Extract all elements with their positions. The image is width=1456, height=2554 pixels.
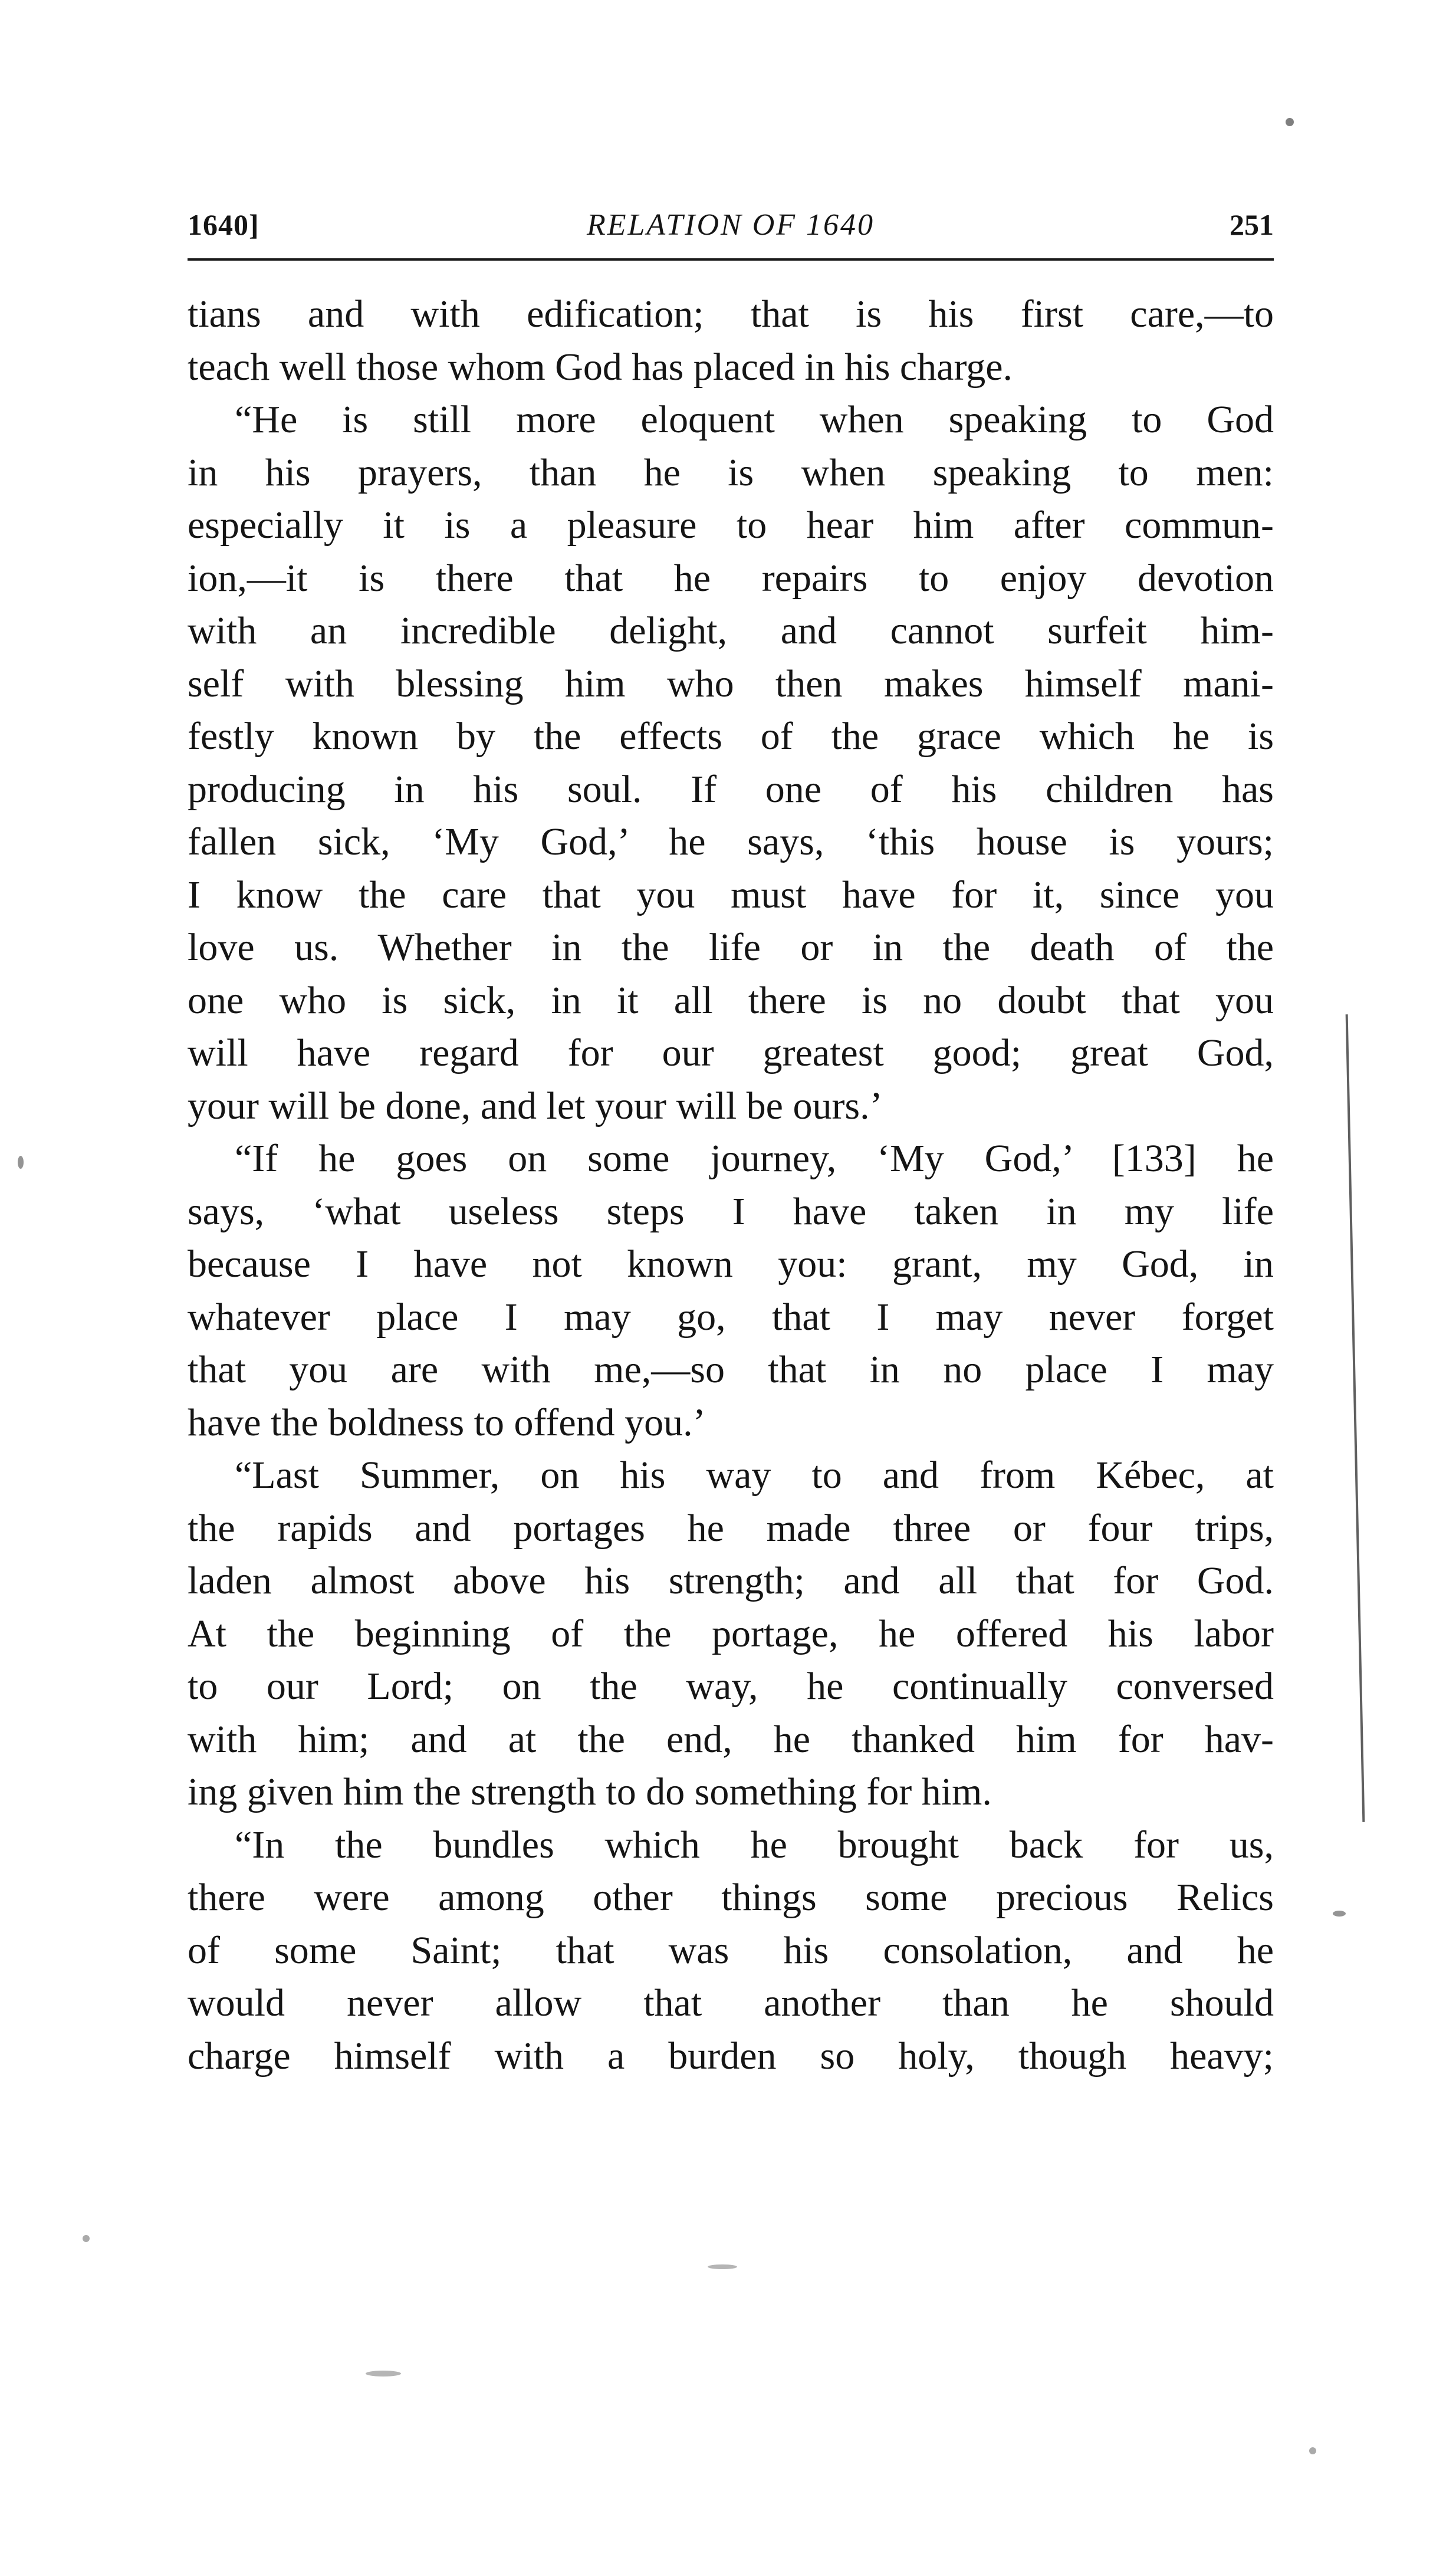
text-line: ion,—it is there that he repairs to enjoy devotion: [188, 556, 1274, 600]
text-line: especially it is a pleasure to hear him after commun-: [188, 504, 1274, 547]
text-line: in his prayers, than he is when speaking to men:: [188, 451, 1274, 494]
text-line: festly known by the effects of the grace which he is: [188, 715, 1274, 758]
text-line: there were among other things some precious Relics: [188, 1876, 1274, 1919]
text-line: tians and with edification; that is his first care,—to: [188, 292, 1274, 336]
text-line: would never allow that another than he should: [188, 1981, 1274, 2024]
scan-margin-line: [1346, 1014, 1365, 1822]
text-line: one who is sick, in it all there is no doubt that you: [188, 978, 1274, 1022]
text-line: that you are with me,—so that in no place I may: [188, 1348, 1274, 1391]
text-line: fallen sick, ‘My God,’ he says, ‘this house is yours;: [188, 820, 1274, 863]
page-number: 251: [1230, 208, 1274, 241]
text-line: “If he goes on some journey, ‘My God,’ [133] he: [235, 1137, 1274, 1180]
text-line: teach well those whom God has placed in his charge.: [188, 345, 1013, 389]
text-line: have the boldness to offend you.’: [188, 1401, 706, 1444]
text-line: ing given him the strength to do something for him.: [188, 1770, 992, 1813]
text-line: At the beginning of the portage, he offered his labor: [188, 1612, 1274, 1655]
text-line: the rapids and portages he made three or four trips,: [188, 1506, 1274, 1550]
text-line: producing in his soul. If one of his children has: [188, 767, 1274, 811]
text-line: “In the bundles which he brought back for us,: [235, 1823, 1274, 1866]
text-line: love us. Whether in the life or in the death of the: [188, 926, 1274, 969]
text-line: to our Lord; on the way, he continually conversed: [188, 1665, 1274, 1708]
header-year: 1640]: [188, 208, 259, 241]
text-line: charge himself with a burden so holy, though heavy;: [188, 2034, 1274, 2078]
scan-speck: [18, 1156, 24, 1169]
text-line: of some Saint; that was his consolation, and he: [188, 1928, 1274, 1972]
text-line: will have regard for our greatest good; great God,: [188, 1031, 1274, 1074]
scan-speck: [366, 2371, 401, 2376]
text-line: I know the care that you must have for it, since you: [188, 873, 1274, 916]
text-line: “Last Summer, on his way to and from Kébec, at: [235, 1454, 1274, 1497]
body-text: [188, 288, 1274, 2082]
text-line: with an incredible delight, and cannot surfeit him-: [188, 609, 1274, 652]
text-line: your will be done, and let your will be ours.’: [188, 1084, 883, 1128]
text-line: says, ‘what useless steps I have taken in my life: [188, 1189, 1274, 1233]
running-header: [188, 208, 1274, 255]
scan-speck: [708, 2264, 737, 2269]
scan-speck: [1309, 2447, 1316, 2454]
text-line: laden almost above his strength; and all that for God.: [188, 1559, 1274, 1602]
text-line: with him; and at the end, he thanked him for hav-: [188, 1717, 1274, 1761]
text-line: self with blessing him who then makes himself mani-: [188, 662, 1274, 705]
scan-speck: [83, 2235, 90, 2242]
scan-speck: [1286, 118, 1294, 126]
text-line: “He is still more eloquent when speaking to God: [235, 398, 1274, 441]
text-line: because I have not known you: grant, my God, in: [188, 1243, 1274, 1286]
text-line: whatever place I may go, that I may never forget: [188, 1295, 1274, 1339]
scan-speck: [1333, 1911, 1346, 1917]
header-rule: [188, 258, 1274, 261]
header-title: RELATION OF 1640: [586, 208, 875, 242]
